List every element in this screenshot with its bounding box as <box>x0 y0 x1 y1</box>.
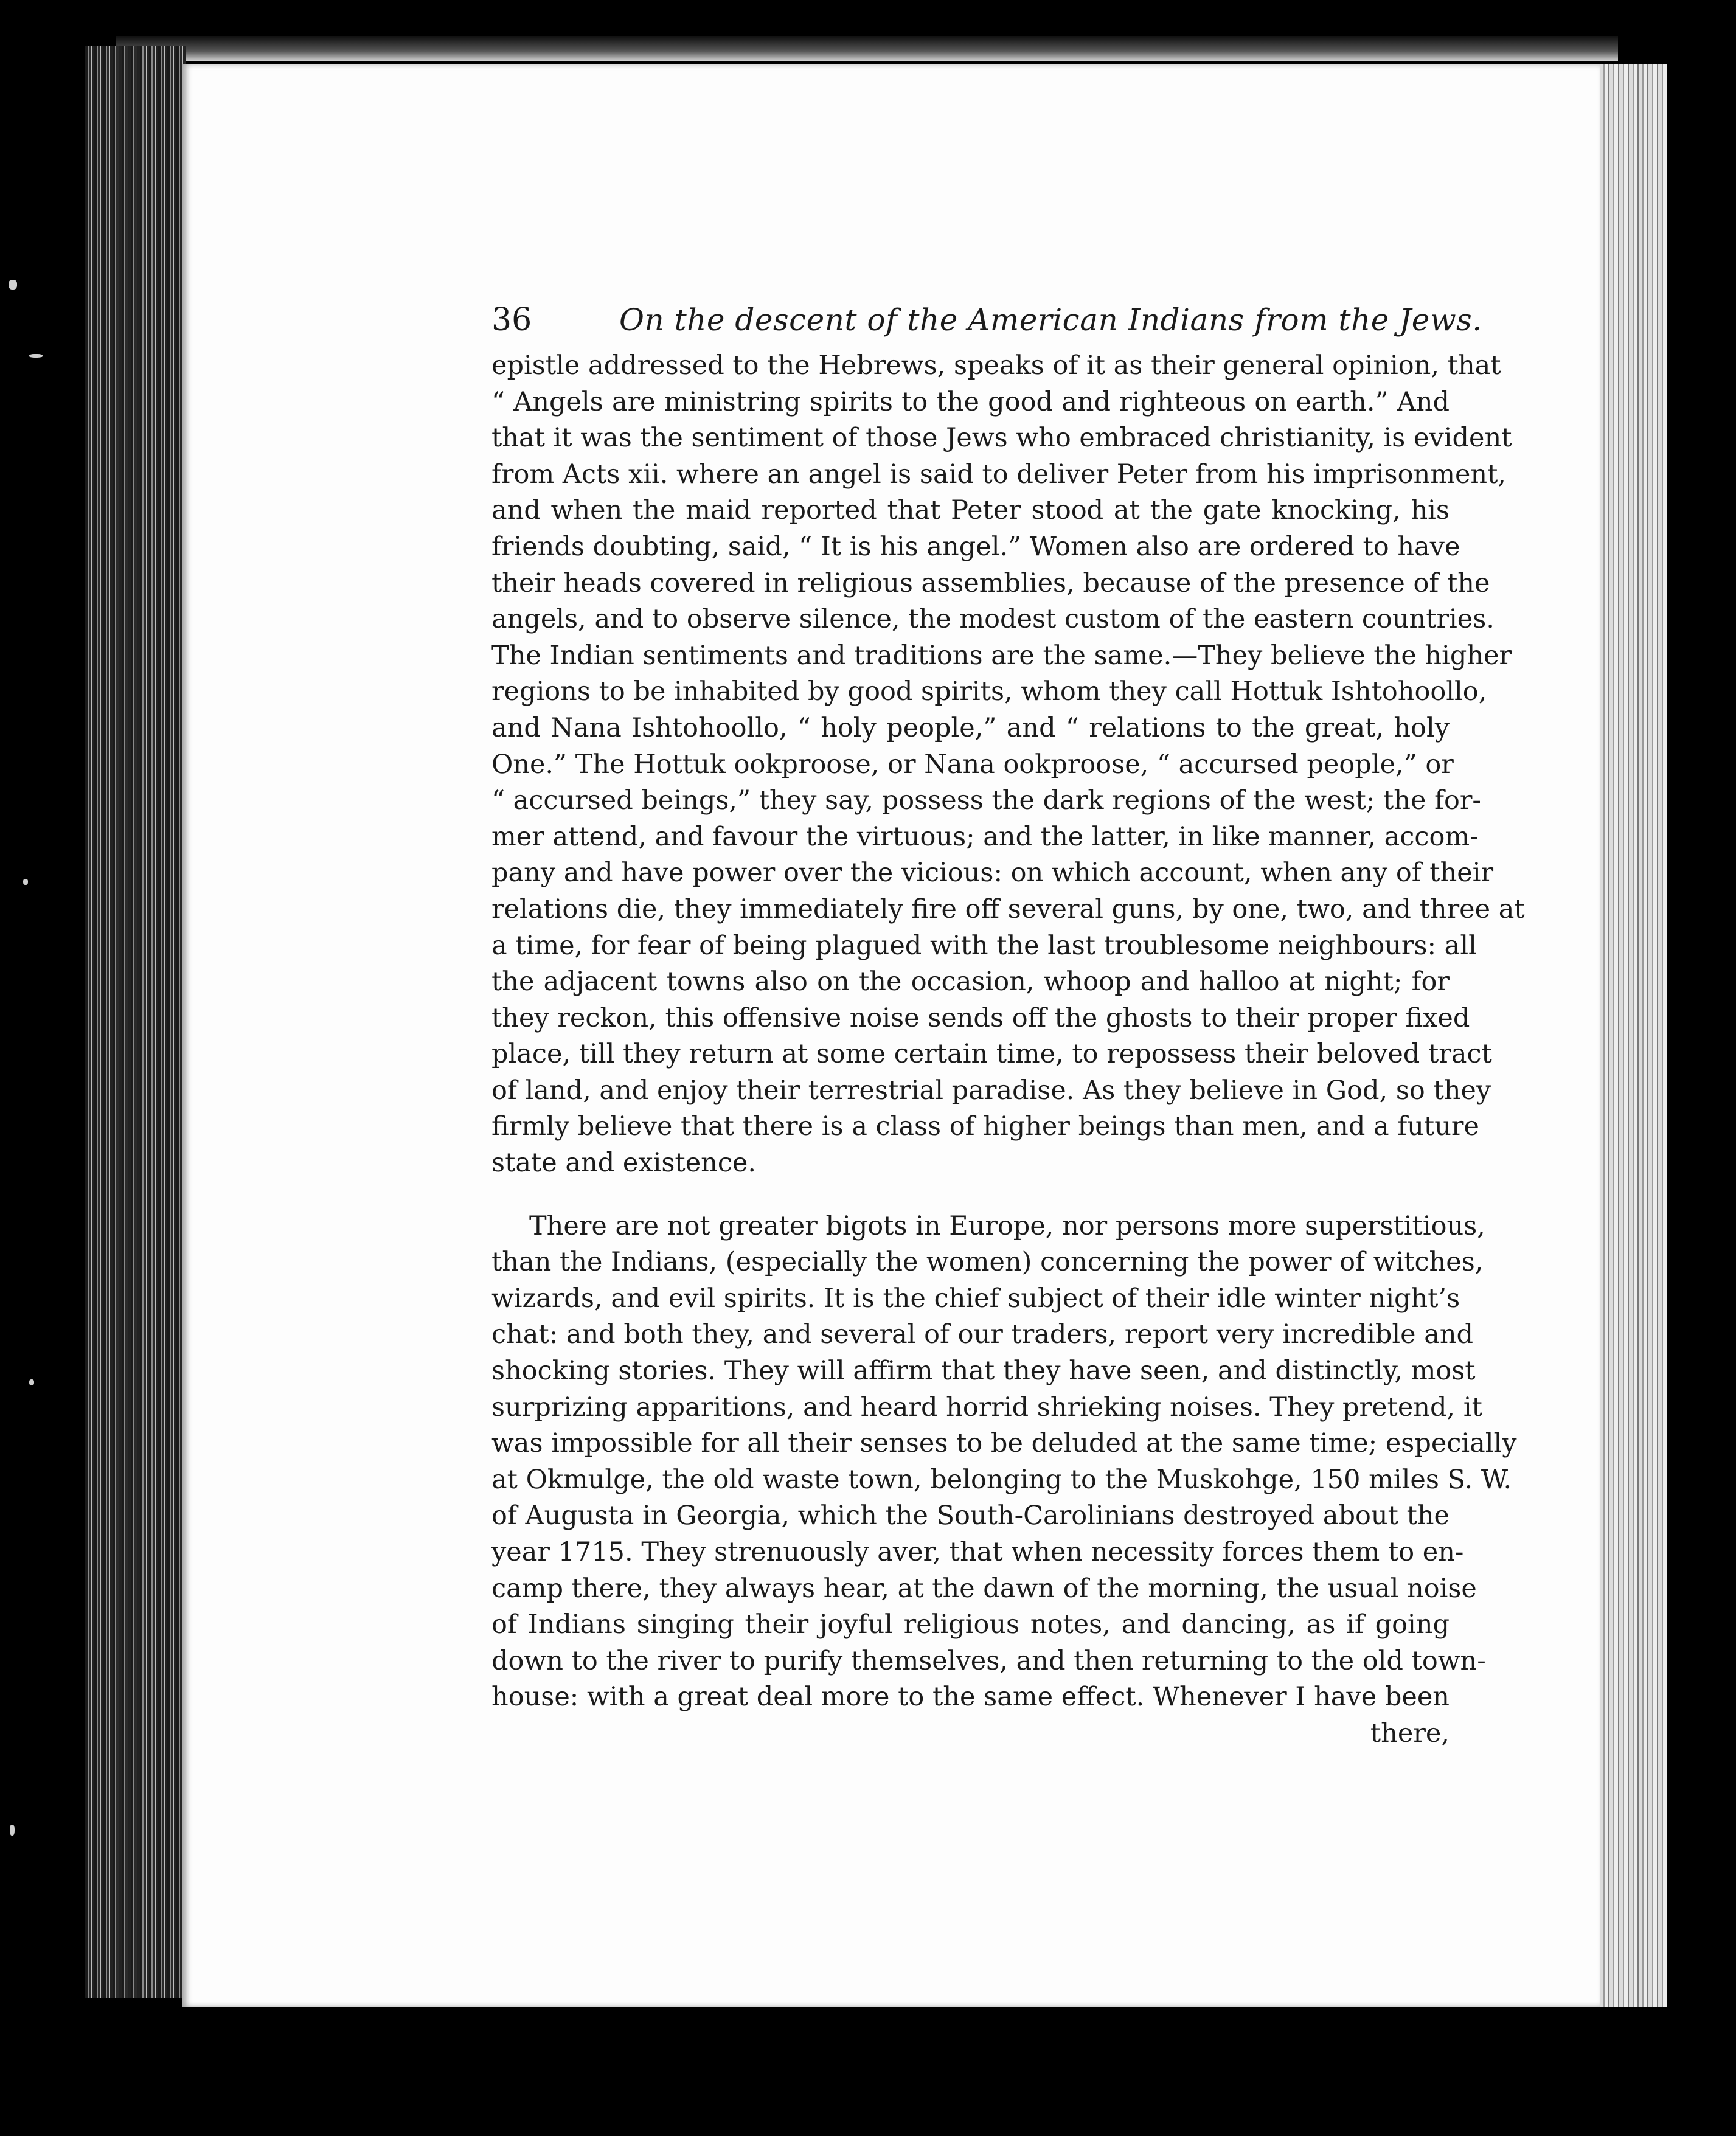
text-line: of Augusta in Georgia, which the South-Carolinians destroyed about the <box>491 1500 1450 1531</box>
text-line: friends doubting, said, “ It is his angel.” Women also are ordered to have <box>491 531 1460 562</box>
text-line: pany and have power over the vicious: on which account, when any of their <box>491 858 1494 889</box>
scan-speck <box>29 1379 34 1385</box>
text-block <box>491 292 1525 1752</box>
text-line: of Indians singing their joyful religious notes, and dancing, as if going <box>491 1609 1450 1640</box>
text-line: down to the river to purify themselves, and then returning to the old town- <box>491 1645 1486 1676</box>
text-line: “ Angels are ministring spirits to the good and righteous on earth.” And <box>491 386 1450 417</box>
text-line: they reckon, this offensive noise sends off the ghosts to their proper fixed <box>491 1002 1470 1033</box>
paragraph <box>491 348 1525 1182</box>
text-line: regions to be inhabited by good spirits, whom they call Hottuk Ishtohoollo, <box>491 676 1487 707</box>
scan-speck <box>10 1825 15 1836</box>
page-number: 36 <box>491 302 532 338</box>
text-line: from Acts xii. where an angel is said to deliver Peter from his imprisonment, <box>491 459 1507 490</box>
scan-speck <box>9 280 17 290</box>
text-line: surprizing apparitions, and heard horrid shrieking noises. They pretend, it <box>491 1392 1482 1423</box>
text-line: epistle addressed to the Hebrews, speaks of it as their general opinion, that <box>491 350 1501 381</box>
text-line: wizards, and evil spirits. It is the chief subject of their idle winter night’s <box>491 1283 1460 1314</box>
text-line: angels, and to observe silence, the modest custom of the eastern countries. <box>491 604 1495 635</box>
text-line: was impossible for all their senses to be deluded at the same time; especially <box>491 1428 1517 1459</box>
text-line: a time, for fear of being plagued with the last troublesome neighbours: all <box>491 930 1477 961</box>
text-line: relations die, they immediately fire off several guns, by one, two, and three at <box>491 893 1525 924</box>
right-page-edge <box>1600 64 1667 2007</box>
text-line: chat: and both they, and several of our traders, report very incredible and <box>491 1319 1474 1350</box>
text-line: There are not greater bigots in Europe, nor persons more superstitious, <box>529 1210 1485 1241</box>
paragraph-gap <box>491 1182 1450 1208</box>
text-line: year 1715. They strenuously aver, that when necessity forces them to en- <box>491 1537 1464 1567</box>
text-line: place, till they return at some certain time, to repossess their beloved tract <box>491 1039 1492 1070</box>
book-top-edge <box>116 36 1618 61</box>
running-head <box>491 292 1482 348</box>
scan-speck <box>23 879 28 885</box>
text-line: at Okmulge, the old waste town, belonging to the Muskohge, 150 miles S. W. <box>491 1464 1512 1495</box>
text-line: shocking stories. They will affirm that they have seen, and distinctly, most <box>491 1356 1476 1387</box>
text-line: camp there, they always hear, at the dawn of the morning, the usual noise <box>491 1573 1477 1604</box>
text-line: state and existence. <box>491 1148 757 1179</box>
text-line: One.” The Hottuk ookproose, or Nana ookproose, “ accursed people,” or <box>491 749 1454 780</box>
text-line: “ accursed beings,” they say, possess the dark regions of the west; the for- <box>491 785 1481 816</box>
text-line: The Indian sentiments and traditions are the same.—They believe the higher <box>491 640 1512 671</box>
text-line: that it was the sentiment of those Jews who embraced christianity, is evident <box>491 423 1512 454</box>
text-line: and when the maid reported that Peter stood at the gate knocking, his <box>491 495 1450 526</box>
scan-speck <box>29 354 43 358</box>
text-line: the adjacent towns also on the occasion, whoop and halloo at night; for <box>491 966 1450 997</box>
text-line: and Nana Ishtohoollo, “ holy people,” and “ relations to the great, holy <box>491 712 1450 743</box>
book-page-edges <box>85 46 186 1998</box>
text-line: house: with a great deal more to the same effect. Whenever I have been <box>491 1682 1450 1713</box>
paragraph <box>491 1208 1517 1716</box>
text-line: firmly believe that there is a class of higher beings than men, and a future <box>491 1111 1479 1142</box>
scan-background <box>1667 0 1736 2136</box>
text-line: than the Indians, (especially the women) concerning the power of witches, <box>491 1247 1484 1278</box>
text-line: of land, and enjoy their terrestrial paradise. As they believe in God, so they <box>491 1075 1491 1106</box>
text-line: their heads covered in religious assemblies, because of the presence of the <box>491 567 1490 598</box>
catchword: there, <box>1370 1718 1450 1749</box>
body-text <box>491 348 1525 1716</box>
running-title: On the descent of the American Indians from the Jews. <box>619 302 1482 338</box>
text-line: mer attend, and favour the virtuous; and the latter, in like manner, accom- <box>491 821 1479 852</box>
